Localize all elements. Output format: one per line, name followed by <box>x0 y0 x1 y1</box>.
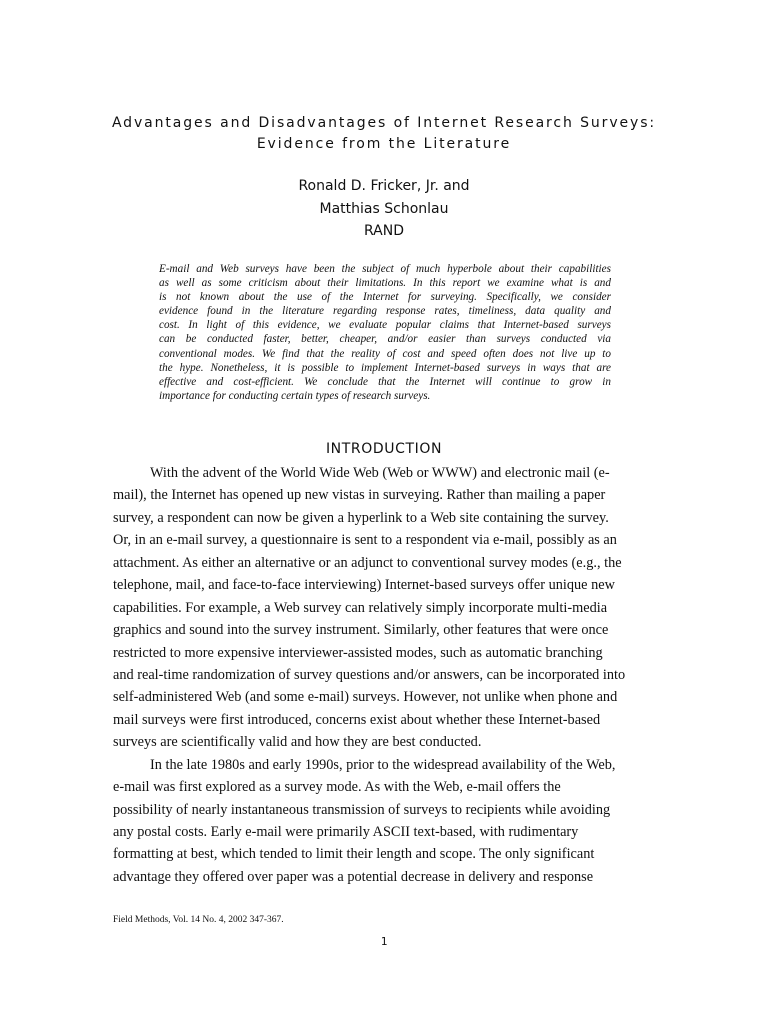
page-number: 1 <box>380 935 388 948</box>
abstract-line: effective and cost-efficient. We conclude that the Internet will continue to grow in <box>159 375 611 388</box>
body-line: survey, a respondent can now be given a hyperlink to a Web site containing the survey. <box>113 509 609 526</box>
body-line: and real-time randomization of survey questions and/or answers, can be incorporated into <box>113 666 626 683</box>
author-block <box>0 175 768 243</box>
abstract-line: conventional modes. We find that the reality of cost and speed often does not live up to <box>159 347 611 360</box>
abstract-line: can be conducted faster, better, cheaper, and/or easier than surveys conducted via <box>159 333 611 346</box>
section-heading-introduction: INTRODUCTION <box>325 441 443 457</box>
abstract-line: E-mail and Web surveys have been the subject of much hyperbole about their capabilities <box>159 263 611 275</box>
author-line-2: Matthias Schonlau <box>319 200 449 217</box>
abstract-line: importance for conducting certain types of research surveys. <box>159 389 431 402</box>
abstract-line: the hype. Nonetheless, it is possible to implement Internet-based surveys in ways that are <box>159 361 611 374</box>
affiliation: RAND <box>364 223 404 239</box>
abstract-line: is not known about the use of the Internet for surveying. Specifically, we consider <box>159 291 611 304</box>
introduction-body <box>113 462 644 888</box>
abstract-line: cost. In light of this evidence, we evaluate popular claims that Internet-based surveys <box>159 319 611 332</box>
body-line: With the advent of the World Wide Web (Web or WWW) and electronic mail (e- <box>150 465 610 481</box>
body-line: possibility of nearly instantaneous transmission of surveys to recipients while avoiding <box>113 801 611 818</box>
body-line: capabilities. For example, a Web survey can relatively simply incorporate multi-media <box>113 599 608 616</box>
citation-footnote: Field Methods, Vol. 14 No. 4, 2002 347-367. <box>113 915 284 925</box>
title-line-1: Advantages and Disadvantages of Internet Research Surveys: <box>111 115 657 131</box>
body-line: formatting at best, which tended to limit their length and scope. The only significant <box>113 846 595 863</box>
body-line: telephone, mail, and face-to-face interviewing) Internet-based surveys offer unique new <box>113 577 615 594</box>
abstract <box>159 262 611 403</box>
body-line: Or, in an e-mail survey, a questionnaire is sent to a respondent via e-mail, possibly as an <box>113 532 617 549</box>
body-line: any postal costs. Early e-mail were primarily ASCII text-based, with rudimentary <box>113 824 579 840</box>
body-line: self-administered Web (and some e-mail) surveys. However, not unlike when phone and <box>113 689 618 706</box>
body-line: mail surveys were first introduced, concerns exist about whether these Internet-based <box>113 711 601 728</box>
body-line: graphics and sound into the survey instrument. Similarly, other features that were once <box>113 622 609 639</box>
body-line: restricted to more expensive interviewer-assisted modes, such as automatic branching <box>113 644 603 661</box>
title-line-2: Evidence from the Literature <box>256 136 512 152</box>
body-line: In the late 1980s and early 1990s, prior to the widespread availability of the Web, <box>150 756 616 773</box>
abstract-line: evidence found in the literature regarding response rates, timeliness, data quality and <box>159 305 611 318</box>
body-line: attachment. As either an alternative or an adjunct to conventional survey modes (e.g., the <box>113 554 622 571</box>
body-line: e-mail was first explored as a survey mode. As with the Web, e-mail offers the <box>113 779 561 796</box>
body-line: surveys are scientifically valid and how they are best conducted. <box>113 734 482 751</box>
body-line: advantage they offered over paper was a potential decrease in delivery and response <box>113 868 594 885</box>
abstract-line: as well as some criticism about their limitations. In this report we examine what is and <box>159 277 611 290</box>
paper-title <box>0 113 768 155</box>
body-line: mail), the Internet has opened up new vistas in surveying. Rather than mailing a paper <box>113 487 606 504</box>
author-line-1: Ronald D. Fricker, Jr. and <box>298 178 470 194</box>
